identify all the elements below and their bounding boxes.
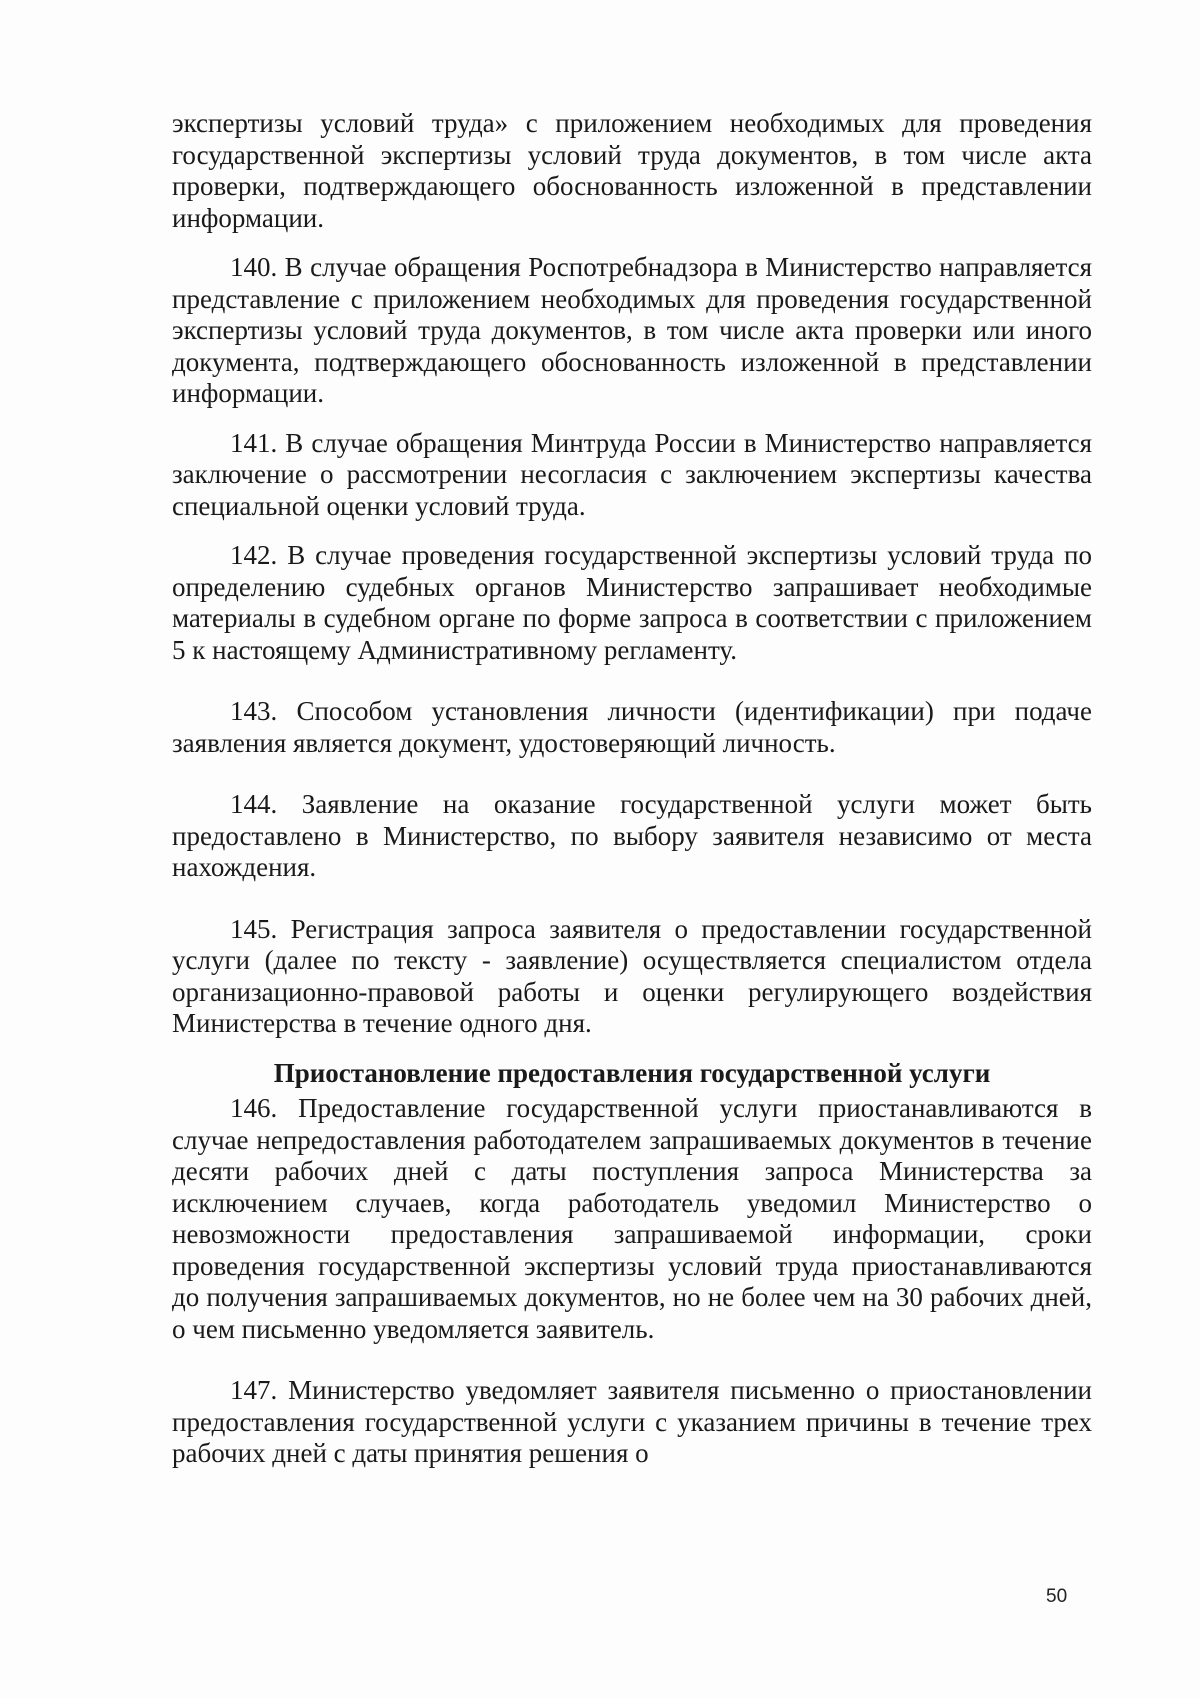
- paragraph-140: 140. В случае обращения Роспотребнадзора в Министерство направляется представление с приложением необходимых для проведения государственной экспертизы условий труда документов, в том числе акта проверки или иного документа, подтверждающего обоснованность изложенной в представлении информации.: [172, 252, 1092, 408]
- section-heading: Приостановление предоставления государственной услуги: [273, 1057, 991, 1088]
- document-body: [172, 108, 1092, 1470]
- paragraph-145: 145. Регистрация запроса заявителя о предоставлении государственной услуги (далее по тексту - заявление) осуществляется специалистом отдела организационно-правовой работы и оценки регулирующего воздействия Министерства в течение одного дня.: [172, 913, 1092, 1038]
- paragraph-141: 141. В случае обращения Минтруда России в Министерство направляется заключение о рассмотрении несогласия с заключением экспертизы качества специальной оценки условий труда.: [172, 427, 1092, 521]
- paragraph-147: 147. Министерство уведомляет заявителя письменно о приостановлении предоставления государственной услуги с указанием причины в течение трех рабочих дней с даты принятия решения о: [172, 1375, 1092, 1468]
- paragraph-143: 143. Способом установления личности (идентификации) при подаче заявления является документ, удостоверяющий личность.: [172, 696, 1092, 758]
- page-number: 50: [1046, 1586, 1068, 1607]
- paragraph-144: 144. Заявление на оказание государственной услуги может быть предоставлено в Министерство, по выбору заявителя независимо от места нахождения.: [172, 789, 1092, 882]
- paragraph-142: 142. В случае проведения государственной экспертизы условий труда по определению судебных органов Министерство запрашивает необходимые материалы в судебном органе по форме запроса в соответствии с приложением 5 к настоящему Административному регламенту.: [172, 540, 1092, 665]
- paragraph-139-continuation: экспертизы условий труда» с приложением необходимых для проведения государственной экспертизы условий труда документов, в том числе акта проверки, подтверждающего обоснованность изложенной в представлении информации.: [172, 108, 1092, 233]
- paragraph-146: 146. Предоставление государственной услуги приостанавливаются в случае непредоставления работодателем запрашиваемых документов в течение десяти рабочих дней с даты поступления запроса Министерства за исключением случаев, когда работодатель уведомил Министерство о невозможности предоставления запрашиваемой информации, сроки проведения государственной экспертизы условий труда приостанавливаются до получения запрашиваемых документов, но не более чем на 30 рабочих дней, о чем письменно уведомляется заявитель.: [172, 1093, 1092, 1344]
